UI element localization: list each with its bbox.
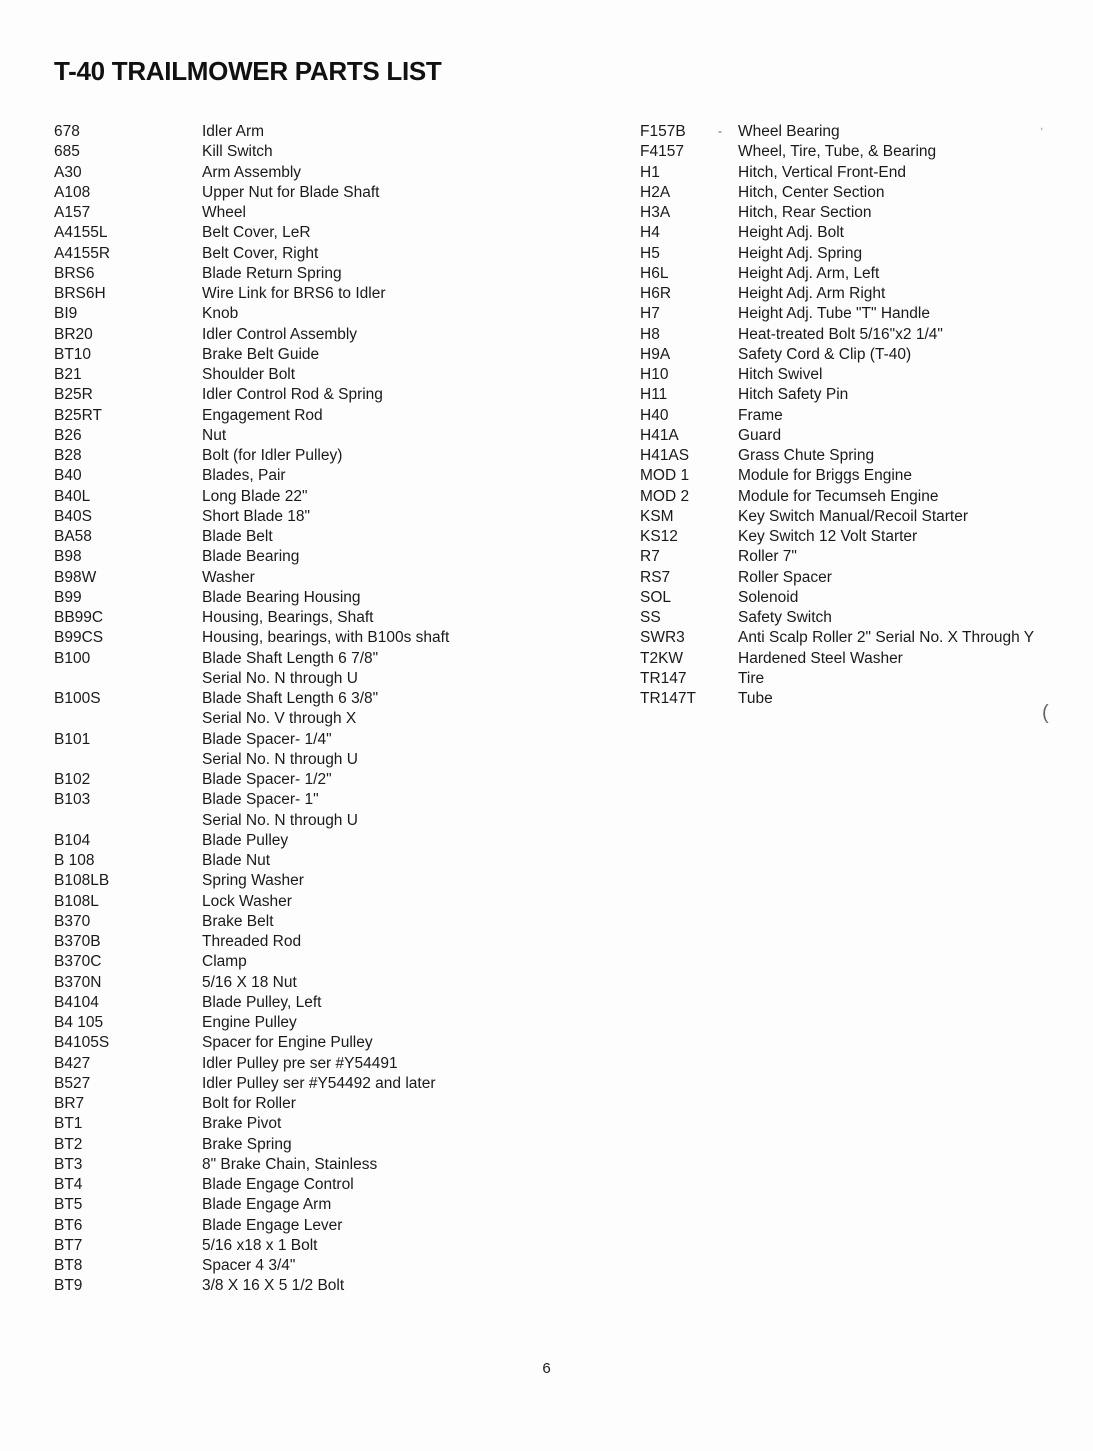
parts-list-row: [640, 183, 1080, 203]
parts-list-row: [54, 851, 514, 871]
parts-list-row: [640, 365, 1080, 385]
part-description: Idler Control Rod & Spring: [202, 386, 383, 404]
part-description: 8" Brake Chain, Stainless: [202, 1155, 378, 1173]
parts-list-left-column: [54, 122, 514, 1297]
part-description: Upper Nut for Blade Shaft: [202, 183, 380, 201]
parts-list-row: [54, 345, 514, 365]
part-description: Tube: [738, 690, 773, 707]
part-number: BT10: [54, 345, 92, 363]
part-description: Hitch Swivel: [738, 366, 823, 383]
scan-speck: (: [1042, 702, 1049, 724]
part-number: B40: [54, 467, 82, 485]
part-number: R7: [640, 548, 660, 566]
scan-speck: ,: [1040, 118, 1044, 132]
parts-list-row: [54, 142, 514, 162]
parts-list-row: [640, 669, 1080, 689]
parts-list-row: [640, 547, 1080, 567]
parts-list-row: [54, 122, 514, 142]
parts-list-row: [54, 811, 514, 831]
part-number: H2A: [640, 183, 671, 201]
part-description: Idler Control Assembly: [202, 325, 358, 343]
part-number: H6R: [640, 285, 672, 302]
stray-dash-mark: -: [718, 124, 722, 138]
parts-list-row: [640, 385, 1080, 405]
part-number: B100: [54, 649, 91, 667]
part-number: H9A: [640, 345, 671, 363]
part-number: B101: [54, 730, 91, 748]
parts-list-row: [54, 568, 514, 588]
part-description: Blade Return Spring: [202, 264, 342, 282]
part-description: Brake Spring: [202, 1135, 292, 1153]
parts-list-right-column: [640, 122, 1080, 709]
parts-list-row: [640, 122, 1080, 142]
part-description: 3/8 X 16 X 5 1/2 Bolt: [202, 1277, 345, 1295]
parts-list-row: [54, 770, 514, 790]
parts-list-row: [54, 1256, 514, 1276]
part-description: Hardened Steel Washer: [738, 649, 903, 667]
part-number: B4104: [54, 993, 99, 1011]
part-number: H41A: [640, 426, 679, 444]
part-number: B100S: [54, 690, 101, 707]
part-description: Brake Belt Guide: [202, 345, 320, 363]
parts-list-row: [54, 1013, 514, 1033]
part-description: Wire Link for BRS6 to Idler: [202, 285, 386, 302]
part-number: A108: [54, 183, 91, 201]
parts-list-row: [54, 163, 514, 183]
part-description: Frame: [738, 406, 783, 424]
part-description: Serial No. N through U: [202, 669, 358, 687]
parts-list-row: [640, 628, 1080, 648]
part-number: BR7: [54, 1095, 85, 1112]
part-description: Arm Assembly: [202, 163, 302, 181]
part-description: Key Switch 12 Volt Starter: [738, 528, 918, 545]
parts-list-row: [54, 689, 514, 709]
parts-list-row: [54, 203, 514, 223]
part-number: B370: [54, 912, 91, 930]
part-description: Hitch, Center Section: [738, 183, 885, 201]
part-number: B28: [54, 447, 82, 464]
part-number: B98W: [54, 568, 97, 586]
parts-list-row: [54, 1114, 514, 1134]
part-number: B527: [54, 1074, 91, 1092]
part-description: Engagement Rod: [202, 406, 323, 424]
part-description: Idler Arm: [202, 123, 265, 140]
part-description: Spacer 4 3/4": [202, 1257, 296, 1274]
part-number: H7: [640, 305, 660, 323]
part-description: Solenoid: [738, 588, 799, 606]
part-description: Belt Cover, Right: [202, 244, 319, 262]
part-number: H40: [640, 406, 669, 424]
part-number: H10: [640, 366, 669, 383]
part-number: BT7: [54, 1236, 83, 1254]
part-description: Kill Switch: [202, 143, 273, 161]
part-description: Serial No. V through X: [202, 710, 357, 728]
part-number: B40S: [54, 507, 92, 525]
part-number: B99CS: [54, 629, 104, 647]
parts-list-row: [54, 1074, 514, 1094]
parts-list-row: [54, 304, 514, 324]
part-number: B4105S: [54, 1034, 110, 1052]
part-number: B98: [54, 548, 82, 566]
part-description: Module for Briggs Engine: [738, 467, 913, 485]
part-number: RS7: [640, 568, 671, 586]
part-description: Blade Spacer- 1/2": [202, 771, 332, 788]
part-description: Hitch, Vertical Front-End: [738, 163, 906, 181]
part-number: BRS6H: [54, 285, 106, 302]
parts-list-row: [54, 406, 514, 426]
part-number: BR20: [54, 325, 93, 343]
parts-list-row: [640, 223, 1080, 243]
part-description: Blade Engage Control: [202, 1176, 354, 1193]
parts-list-row: [640, 244, 1080, 264]
part-number: BT8: [54, 1257, 83, 1274]
part-number: B26: [54, 426, 82, 444]
part-number: 685: [54, 143, 80, 161]
part-number: F157B: [640, 123, 686, 140]
parts-list-row: [640, 264, 1080, 284]
parts-list-row: [54, 527, 514, 547]
parts-list-row: [640, 568, 1080, 588]
part-number: [54, 811, 202, 831]
parts-list-row: [54, 223, 514, 243]
parts-list-row: [54, 750, 514, 770]
part-description: Grass Chute Spring: [738, 447, 875, 464]
parts-list-row: [54, 365, 514, 385]
parts-list-row: [54, 466, 514, 486]
part-description: Blade Pulley: [202, 831, 289, 849]
parts-list-row: [54, 1033, 514, 1053]
part-number: BB99C: [54, 609, 104, 626]
part-description: Hitch, Rear Section: [738, 204, 872, 221]
part-number: MOD 2: [640, 487, 690, 505]
part-number: H1: [640, 163, 660, 181]
part-description: Blade Belt: [202, 528, 273, 545]
part-description: Roller 7": [738, 548, 797, 566]
parts-list-row: [54, 608, 514, 628]
page-number: 6: [542, 1360, 551, 1377]
part-description: Blade Spacer- 1": [202, 791, 319, 809]
parts-list-row: [54, 709, 514, 729]
page-title: T-40 TRAILMOWER PARTS LIST: [54, 56, 442, 86]
part-description: Housing, Bearings, Shaft: [202, 609, 374, 626]
parts-list-row: [54, 588, 514, 608]
part-description: Height Adj. Bolt: [738, 224, 844, 242]
parts-list-row: [54, 446, 514, 466]
part-number: [54, 709, 202, 729]
part-description: Blade Bearing Housing: [202, 588, 361, 606]
part-number: B 108: [54, 852, 95, 869]
part-description: Height Adj. Spring: [738, 244, 863, 262]
part-number: BRS6: [54, 264, 95, 282]
part-number: B370B: [54, 933, 101, 950]
part-description: Lock Washer: [202, 892, 292, 910]
parts-list-row: [54, 1054, 514, 1074]
parts-list-row: [54, 932, 514, 952]
parts-list-row: [640, 203, 1080, 223]
part-number: B370N: [54, 973, 102, 991]
parts-list-row: [640, 406, 1080, 426]
parts-list-row: [54, 325, 514, 345]
parts-list-row: [54, 507, 514, 527]
part-number: BT2: [54, 1135, 83, 1153]
part-description: Serial No. N through U: [202, 750, 358, 768]
parts-list-row: [640, 649, 1080, 669]
parts-list-row: [640, 426, 1080, 446]
part-description: Module for Tecumseh Engine: [738, 487, 939, 505]
parts-list-row: [54, 973, 514, 993]
part-description: Housing, bearings, with B100s shaft: [202, 629, 450, 647]
parts-list-row: [54, 871, 514, 891]
part-description: Wheel Bearing: [738, 123, 840, 140]
part-description: Blade Nut: [202, 852, 271, 869]
parts-list-row: [54, 487, 514, 507]
part-description: Idler Pulley ser #Y54492 and later: [202, 1074, 436, 1092]
part-description: Knob: [202, 305, 239, 323]
part-number: 678: [54, 123, 80, 140]
part-number: B104: [54, 831, 91, 849]
part-description: Engine Pulley: [202, 1014, 297, 1031]
part-number: SWR3: [640, 629, 685, 647]
part-description: Short Blade 18": [202, 507, 311, 525]
parts-list-row: [54, 244, 514, 264]
parts-list-row: [54, 1155, 514, 1175]
part-number: H8: [640, 325, 660, 343]
parts-list-row: [54, 284, 514, 304]
part-number: H11: [640, 386, 668, 404]
part-description: Bolt (for Idler Pulley): [202, 447, 343, 464]
parts-list-row: [640, 163, 1080, 183]
part-number: B370C: [54, 953, 102, 971]
parts-list-row: [54, 426, 514, 446]
part-number: H6L: [640, 264, 669, 282]
part-number: BT1: [54, 1115, 83, 1133]
part-description: Wheel: [202, 204, 246, 221]
part-number: [54, 669, 202, 689]
part-description: Height Adj. Arm Right: [738, 285, 886, 302]
parts-list-row: [54, 183, 514, 203]
part-description: 5/16 X 18 Nut: [202, 973, 297, 991]
part-description: Blade Bearing: [202, 548, 300, 566]
part-number: B427: [54, 1054, 91, 1072]
parts-list-row: [54, 547, 514, 567]
part-description: Guard: [738, 426, 782, 444]
part-description: Brake Belt: [202, 912, 274, 930]
part-number: A30: [54, 163, 82, 181]
part-number: H4: [640, 224, 660, 242]
part-number: B103: [54, 791, 91, 809]
part-description: Roller Spacer: [738, 568, 832, 586]
parts-list-row: [54, 669, 514, 689]
parts-list-row: [54, 1216, 514, 1236]
parts-list-row: [54, 649, 514, 669]
parts-list-row: [640, 527, 1080, 547]
part-description: Washer: [202, 568, 255, 586]
part-description: Blade Shaft Length 6 7/8": [202, 649, 379, 667]
part-description: Safety Cord & Clip (T-40): [738, 345, 912, 363]
parts-list-row: [640, 466, 1080, 486]
part-description: Blade Engage Lever: [202, 1216, 343, 1234]
part-number: T2KW: [640, 649, 684, 667]
part-description: Brake Pivot: [202, 1115, 282, 1133]
part-number: B21: [54, 366, 82, 383]
parts-list-row: [640, 304, 1080, 324]
part-number: TR147T: [640, 690, 696, 707]
parts-list-row: [54, 385, 514, 405]
part-description: Tire: [738, 669, 765, 687]
parts-list-row: [640, 142, 1080, 162]
part-description: Idler Pulley pre ser #Y54491: [202, 1054, 398, 1072]
part-description: Blades, Pair: [202, 467, 286, 485]
parts-list-row: [54, 912, 514, 932]
part-number: [54, 750, 202, 770]
parts-list-row: [640, 284, 1080, 304]
part-description: Hitch Safety Pin: [738, 386, 849, 404]
part-description: Blade Pulley, Left: [202, 993, 322, 1011]
parts-list-row: [640, 507, 1080, 527]
part-number: BT3: [54, 1155, 83, 1173]
part-number: B25RT: [54, 406, 102, 424]
parts-list-row: [54, 1236, 514, 1256]
part-description: Bolt for Roller: [202, 1095, 296, 1112]
part-number: A4155R: [54, 244, 111, 262]
part-number: H41AS: [640, 447, 690, 464]
parts-list-row: [54, 831, 514, 851]
part-number: B40L: [54, 487, 91, 505]
parts-list-row: [54, 1195, 514, 1215]
part-number: B108L: [54, 892, 99, 910]
parts-list-row: [54, 892, 514, 912]
part-description: Belt Cover, LeR: [202, 224, 311, 242]
part-number: H5: [640, 244, 660, 262]
parts-list-row: [54, 264, 514, 284]
part-number: B99: [54, 588, 82, 606]
part-number: BT4: [54, 1176, 83, 1193]
parts-list-row: [54, 628, 514, 648]
part-description: Long Blade 22": [202, 487, 308, 505]
part-description: Blade Spacer- 1/4": [202, 730, 332, 748]
part-number: B4 105: [54, 1014, 104, 1031]
parts-list-row: [54, 952, 514, 972]
part-number: BT6: [54, 1216, 83, 1234]
part-number: B25R: [54, 386, 93, 404]
parts-list-row: [54, 730, 514, 750]
part-description: 5/16 x18 x 1 Bolt: [202, 1236, 318, 1254]
part-description: Clamp: [202, 953, 247, 971]
parts-list-row: [640, 689, 1080, 709]
part-number: A157: [54, 204, 91, 221]
part-description: Blade Engage Arm: [202, 1196, 332, 1214]
part-number: B108LB: [54, 872, 110, 890]
part-description: Heat-treated Bolt 5/16"x2 1/4": [738, 325, 943, 343]
parts-list-row: [54, 1094, 514, 1114]
part-description: Nut: [202, 426, 227, 444]
part-number: MOD 1: [640, 467, 690, 485]
parts-list-row: [54, 1276, 514, 1296]
part-number: B102: [54, 771, 91, 788]
part-description: Safety Switch: [738, 609, 832, 626]
part-number: BI9: [54, 305, 78, 323]
parts-list-row: [640, 325, 1080, 345]
parts-list-row: [54, 993, 514, 1013]
parts-list-row: [640, 446, 1080, 466]
parts-list-row: [54, 1175, 514, 1195]
part-description: Height Adj. Arm, Left: [738, 264, 880, 282]
part-description: Spring Washer: [202, 872, 304, 890]
part-number: KS12: [640, 528, 678, 545]
parts-list-row: [54, 1135, 514, 1155]
part-number: H3A: [640, 204, 671, 221]
part-description: Blade Shaft Length 6 3/8": [202, 690, 379, 707]
parts-list-row: [640, 487, 1080, 507]
part-number: BT9: [54, 1277, 83, 1295]
part-description: Threaded Rod: [202, 933, 302, 950]
part-description: Height Adj. Tube "T" Handle: [738, 305, 930, 323]
parts-list-row: [640, 608, 1080, 628]
part-description: Key Switch Manual/Recoil Starter: [738, 507, 969, 525]
part-description: Spacer for Engine Pulley: [202, 1034, 373, 1052]
part-number: SOL: [640, 588, 672, 606]
part-description: Wheel, Tire, Tube, & Bearing: [738, 143, 937, 161]
part-number: KSM: [640, 507, 674, 525]
part-number: SS: [640, 609, 661, 626]
part-number: A4155L: [54, 224, 108, 242]
part-number: F4157: [640, 143, 684, 161]
part-description: Anti Scalp Roller 2" Serial No. X Through Y: [738, 629, 1035, 647]
parts-list-row: [54, 790, 514, 810]
part-number: BT5: [54, 1196, 83, 1214]
part-description: Serial No. N through U: [202, 811, 358, 829]
part-number: TR147: [640, 669, 687, 687]
part-description: Shoulder Bolt: [202, 366, 296, 383]
parts-list-row: [640, 345, 1080, 365]
parts-list-row: [640, 588, 1080, 608]
part-number: BA58: [54, 528, 92, 545]
